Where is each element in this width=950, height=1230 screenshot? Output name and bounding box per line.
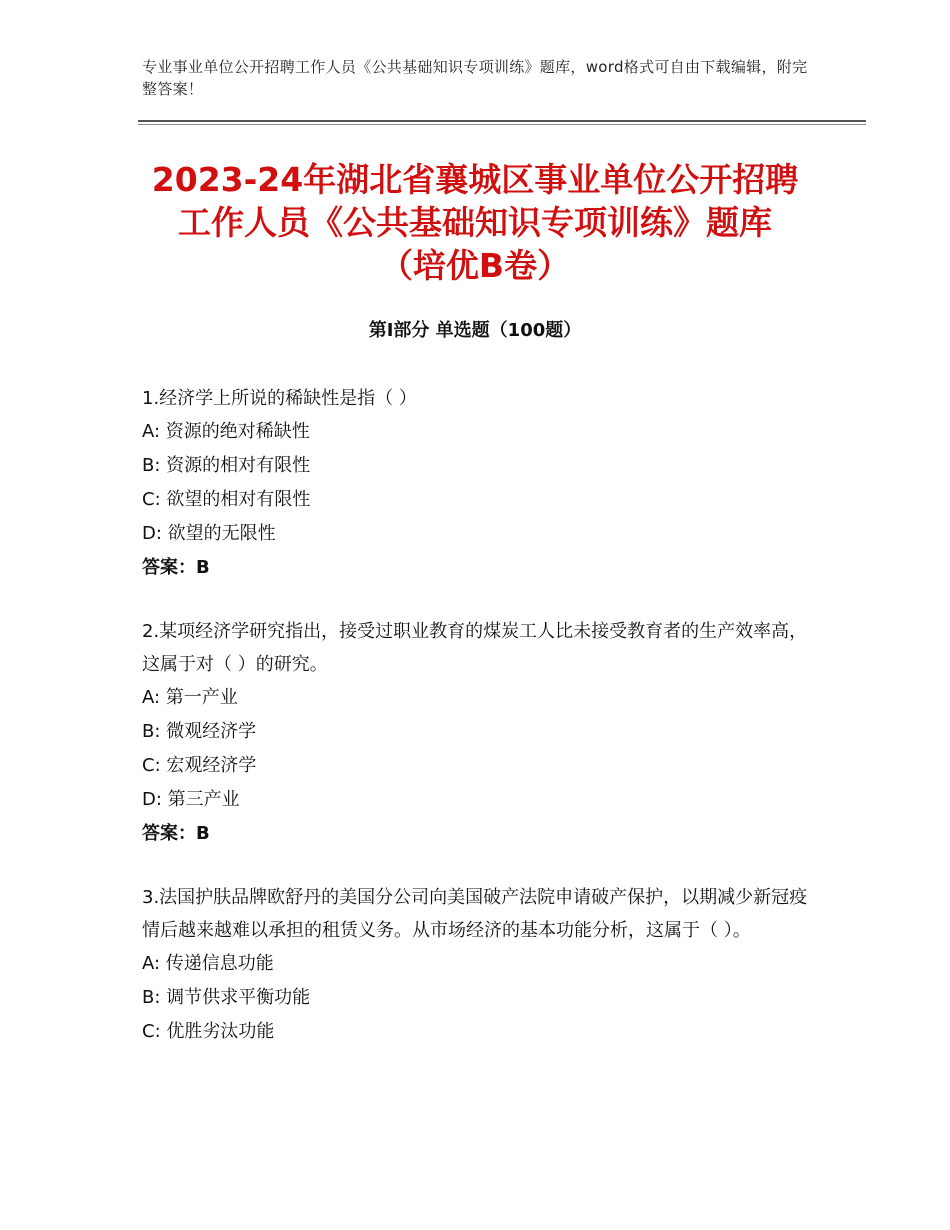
option-b: B: 调节供求平衡功能 (142, 987, 311, 1008)
title-line: 2023-24年湖北省襄城区事业单位公开招聘 (151, 160, 799, 199)
option-a: A: 资源的绝对稀缺性 (142, 421, 310, 442)
answer-value: B (196, 557, 210, 578)
answer-label: 答案： (142, 823, 196, 844)
title-line: （培优B卷） (379, 246, 571, 285)
question-list (142, 382, 822, 1079)
option-c: C: 欲望的相对有限性 (142, 489, 311, 510)
document-title (100, 158, 850, 287)
option-c: C: 优胜劣汰功能 (142, 1021, 275, 1042)
question-item (142, 615, 822, 851)
option-b: B: 资源的相对有限性 (142, 455, 311, 476)
section-heading: 第Ⅰ部分 单选题（100题） (368, 320, 582, 341)
answer-value: B (196, 823, 210, 844)
option-a: A: 传递信息功能 (142, 953, 274, 974)
question-stem: 1.经济学上所说的稀缺性是指（ ） (142, 388, 417, 409)
title-line: 工作人员《公共基础知识专项训练》题库 (178, 203, 772, 242)
option-d: D: 欲望的无限性 (142, 523, 276, 544)
question-stem: 3.法国护肤品牌欧舒丹的美国分公司向美国破产法院申请破产保护，以期减少新冠疫情后越来越难以承担的租赁义务。从市场经济的基本功能分析，这属于（ ）。 (142, 887, 808, 941)
header-note: 专业事业单位公开招聘工作人员《公共基础知识专项训练》题库，word格式可自由下载编辑，附完整答案！ (142, 58, 808, 98)
option-a: A: 第一产业 (142, 687, 238, 708)
option-c: C: 宏观经济学 (142, 755, 257, 776)
question-item (142, 382, 822, 585)
answer-line (142, 551, 822, 585)
header-rule-thin (138, 124, 866, 125)
answer-line (142, 817, 822, 851)
question-stem: 2.某项经济学研究指出，接受过职业教育的煤炭工人比未接受教育者的生产效率高，这属于对（ ）的研究。 (142, 621, 808, 675)
answer-label: 答案： (142, 557, 196, 578)
header-rule (138, 120, 866, 122)
option-d: D: 第三产业 (142, 789, 240, 810)
option-b: B: 微观经济学 (142, 721, 257, 742)
question-item (142, 881, 822, 1049)
